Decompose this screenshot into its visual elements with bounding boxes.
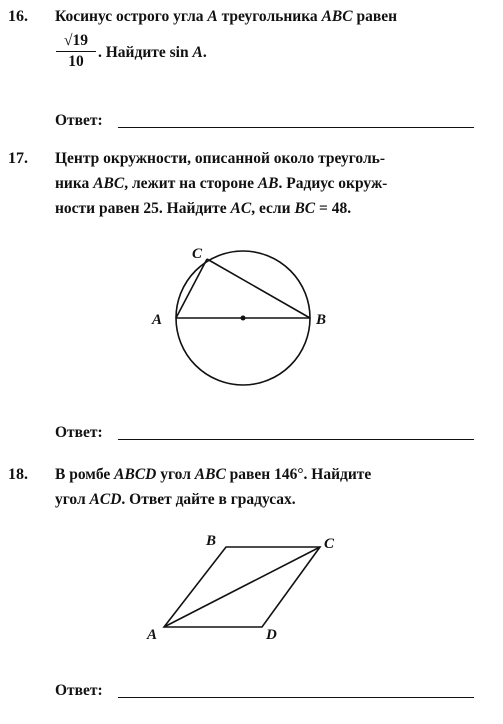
answer-label: Ответ: [55,112,103,129]
problem-number: 17. [8,150,28,167]
fraction-denominator: 10 [68,53,84,70]
problem-text: угол ACD. Ответ дайте в градусах. [55,491,296,508]
label-a: A [152,312,163,328]
label-d: D [266,627,277,643]
label-c: C [324,536,335,552]
problem-number: 18. [8,466,28,483]
center-point [241,316,246,321]
problem-number: 16. [8,8,28,25]
problem-text: ности равен 25. Найдите AC, если BC = 48. [55,200,352,217]
circle-figure [151,246,326,385]
label-b: B [206,533,217,549]
label-a: A [147,627,158,643]
problem-text: Центр окружности, описанной около треуголь- [55,150,386,167]
problem-text: ника ABC, лежит на стороне AB. Радиус окруж- [55,175,388,192]
answer-label: Ответ: [55,682,103,699]
problem-text: В ромбе ABCD угол ABC равен 146°. Найдите [55,466,372,483]
problem-text: Косинус острого угла A треугольника ABC равен [55,8,398,25]
problem-text: . Найдите sin A. [98,44,207,61]
rhombus-figure [146,533,335,643]
label-c: C [192,246,203,262]
label-b: B [316,312,327,328]
fraction-numerator: √19 [63,32,88,49]
answer-label: Ответ: [55,424,103,441]
